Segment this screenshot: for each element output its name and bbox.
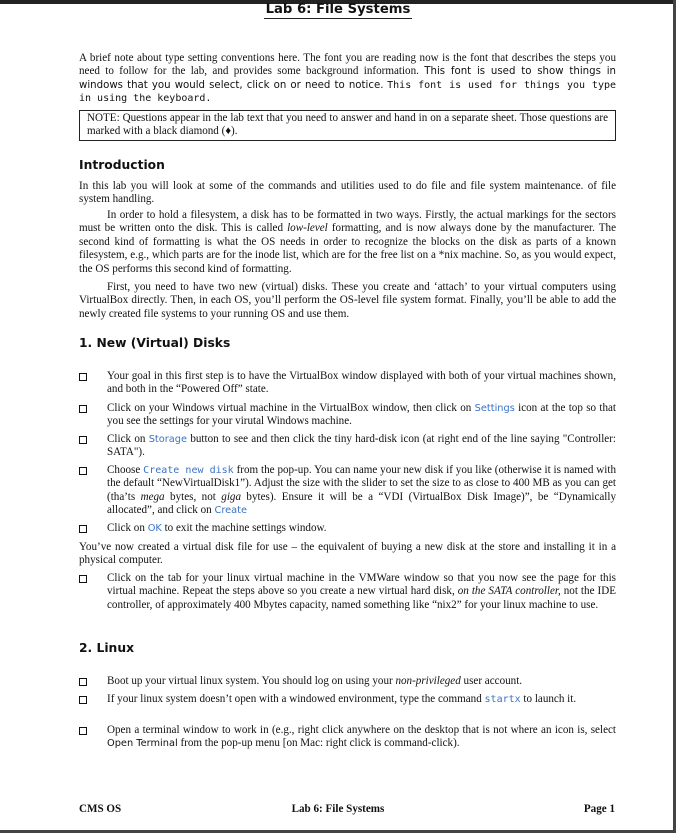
serif-font-sample: A brief note about type setting conventions here. The font you are reading now is the font that describes the steps you need to follow for the lab, and provides some background information. [79,52,616,78]
item-text: Choose Create new disk from the pop-up. You can name your new disk if you like (otherwise it is named with the default “NewVirtualDisk1”). Adjust the size with the slider to set the size to as close to 400 MB as you can get (tha’ts mega bytes, not giga bytes). Ensure it will be a “VDI (VirtualBox Disk Image)”, be “Dynamically allocated”, and click on Create [107,464,617,517]
item-text: Click on your Windows virtual machine in the VirtualBox window, then click on Settings icon at the top so that you see the settings for your virutal Windows machine. [107,402,616,428]
section-2-heading: 2. Linux [79,641,134,655]
checklist-item [79,522,616,535]
checkbox-icon[interactable] [79,405,87,413]
page-header [0,3,676,16]
sans-font-sample: This font is used to show things in windows that you would select, click on or need to notice. [79,66,616,91]
ui-term-settings: Settings [474,403,515,414]
ui-term-open-terminal: Open Terminal [107,738,178,750]
checkbox-icon[interactable] [79,467,87,475]
checklist-item [79,464,616,518]
footer-page-number: Page 1 [583,803,615,815]
intro-paragraph-2: In order to hold a filesystem, a disk has to be formatted in two ways. Firstly, the actual markings for the sectors must be written onto the disk. This is called low-level formatting, and is now always done by the manufacturer. The second kind of formatting is what the OS needs in order to recognize the blocks on the disk as parts of a known filesystem, e.g., which parts are for the inode list, which are for the free list on a *nix machine. So, as you would expect, the OS performs this second kind of formatting. [79,209,616,275]
footer-course: CMS OS [79,803,122,815]
checkbox-icon[interactable] [79,525,87,533]
ui-term-ok: OK [147,523,162,534]
note-text: NOTE: Questions appear in the lab text that you need to answer and hand in on a separate sheet. Those questions are marked with a black diamond ( [87,112,608,138]
checklist-item [79,402,616,429]
questions-note-box [79,110,616,141]
ui-term-storage: Storage [148,434,188,445]
section-1-paragraph: You’ve now created a virtual disk file for use – the equivalent of buying a new disk at the store and installing it in a physical computer. [79,541,616,567]
item-text: Click on OK to exit the machine settings window. [107,522,327,534]
section-1-heading: 1. New (Virtual) Disks [79,336,231,350]
item-text: Your goal in this first step is to have the VirtualBox window displayed with both of your virtual machines shown, and both in the “Powered Off” state. [107,370,616,396]
emphasis-low-level: low-level [287,222,328,235]
intro-paragraph-1: In this lab you will look at some of the commands and utilities used to do file and file system maintenance. of file system handling. [79,180,616,206]
intro-paragraph-3: First, you need to have two new (virtual) disks. These you create and ‘attach’ to your virtual computers using VirtualBox directly. Then, in each OS, you’ll perform the OS-level file system format. Finally, you’ll be able to add the newly created file systems to your running OS and use them. [79,281,616,320]
note-end: ). [231,125,238,138]
checkbox-icon[interactable] [79,727,87,735]
ui-term-create-new-disk: Create new disk [143,465,234,476]
item-text: Click on Storage button to see and then click the tiny hard-disk icon (at right end of the line saying "Controller: SATA"). [107,433,616,459]
checklist-item [79,724,616,751]
command-startx: startx [484,694,521,705]
mono-font-sample: This font is used for things you type in using the keyboard. [79,79,617,105]
checkbox-icon[interactable] [79,575,87,583]
item-text: Boot up your virtual linux system. You should log on using your non-privileged user account. [107,675,523,687]
introduction-heading: Introduction [79,158,165,172]
checkbox-icon[interactable] [79,696,87,704]
ui-term-create: Create [214,505,248,517]
checklist-item [79,370,616,397]
item-text: Open a terminal window to work in (e.g., right click anywhere on the desktop that is not where an icon is, select Open Terminal from the pop-up menu [on Mac: right click is command-click). [107,724,616,750]
item-text: Click on the tab for your linux virtual machine in the VMWare window so that you now see the page for this virtual machine. Repeat the steps above so you create a new virtual hard disk, on the SATA controller, not the IDE controller, of approximately 400 Mbytes capacity, named something like “nix2” for your linux machine to use. [107,572,616,611]
checklist-item [79,433,616,460]
checklist-item [79,572,616,612]
checkbox-icon[interactable] [79,436,87,444]
checklist-item [79,675,616,688]
checkbox-icon[interactable] [79,678,87,686]
page-title: Lab 6: File Systems [265,2,411,17]
checklist-item [79,693,616,706]
footer-title: Lab 6: File Systems [291,803,385,815]
typesetting-note [79,52,616,106]
diamond-icon: ♦ [225,125,231,138]
checkbox-icon[interactable] [79,373,87,381]
item-text: If your linux system doesn’t open with a windowed environment, type the command startx to launch it. [107,693,577,705]
